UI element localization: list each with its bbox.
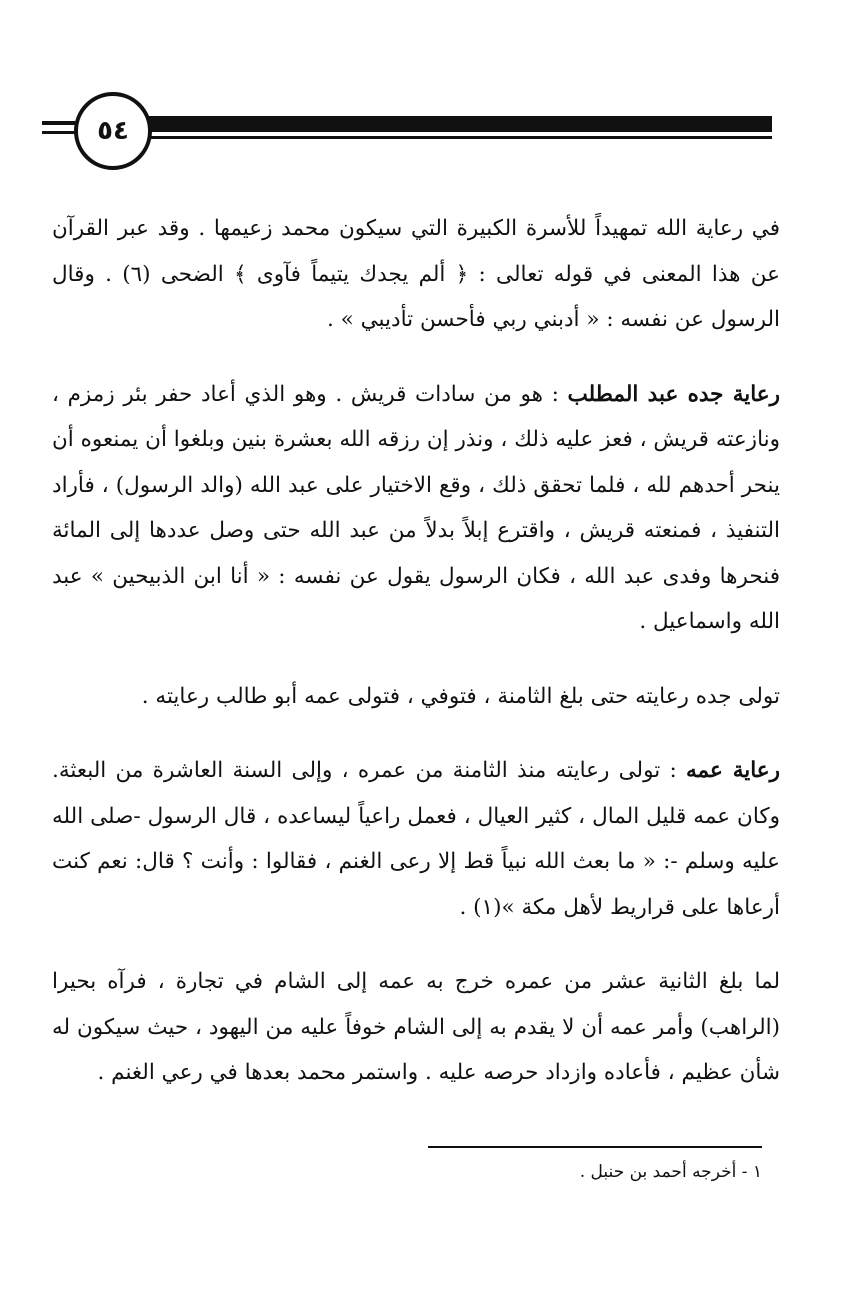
text-line: فنحرها وفدى عبد الله ، فكان الرسول يقول عن نفسه : « أنا ابن الذبيحين » عبد الله xyxy=(52,563,780,634)
paragraph xyxy=(52,959,780,1096)
text-line: قال: نعم كنت أرعاها على قراريط لأهل مكة »(١) . xyxy=(52,849,780,920)
text-line: -صلى الله عليه وسلم -: « ما بعث الله نبياً قط إلا رعى الغنم ، فقالوا : وأنت ؟ xyxy=(52,803,780,874)
page-number: ٥٤ xyxy=(97,116,129,146)
section-heading: رعاية جده عبد المطلب xyxy=(567,381,780,407)
header-rule-thick xyxy=(140,116,772,132)
text-line: البعثة. وكان عمه قليل المال ، كثير العيال ، فعمل راعياً ليساعده ، قال الرسول xyxy=(52,758,781,829)
text-line: (الراهب) وأمر عمه أن لا يقدم به إلى الشام خوفاً عليه من اليهود ، حيث سيكون له xyxy=(52,1014,780,1040)
text-line: : تولى رعايته منذ الثامنة من عمره ، وإلى السنة العاشرة من xyxy=(115,758,677,783)
text-line: في رعاية الله تمهيداً للأسرة الكبيرة التي سيكون محمد زعيمها . وقد عبر القرآن عن xyxy=(52,216,780,287)
page-number-circle xyxy=(74,92,152,170)
paragraph xyxy=(52,206,780,343)
text-line: ونازعته قريش ، فعز عليه ذلك ، ونذر إن رزقه الله بعشرة بنين وبلغوا أن يمنعوه أن xyxy=(52,427,780,452)
section-heading: رعاية عمه xyxy=(686,758,780,783)
text-line: ينحر أحدهم لله ، فلما تحقق ذلك ، وقع الاختيار على عبد الله (والد الرسول) ، فأراد xyxy=(52,472,780,498)
paragraph xyxy=(52,748,780,930)
header-rule-thin xyxy=(140,136,772,139)
paragraph xyxy=(52,674,780,720)
text-line: لما بلغ الثانية عشر من عمره خرج به عمه إلى الشام في تجارة ، فرآه بحيرا xyxy=(52,969,780,994)
paragraph xyxy=(52,372,780,645)
text-line: تولى جده رعايته حتى بلغ الثامنة ، فتوفي ، فتولى عمه أبو طالب رعايته . xyxy=(141,683,780,709)
text-line: شأن عظيم ، فأعاده وازداد حرصه عليه . واستمر محمد بعدها في رعي الغنم . xyxy=(97,1060,780,1085)
text-line: التنفيذ ، فمنعته قريش ، واقترع إبلاً بدلاً من عبد الله حتى وصل عددها إلى المائة xyxy=(52,518,780,543)
text-line: : هو من سادات قريش . وهو الذي أعاد حفر بئر زمزم ، xyxy=(52,381,559,407)
page-header xyxy=(0,0,850,180)
body-text xyxy=(52,206,780,1096)
text-line: واسماعيل . xyxy=(639,609,742,634)
footnote: ١ - أخرجه أحمد بن حنبل . xyxy=(579,1162,762,1182)
footnote-divider xyxy=(428,1146,762,1148)
text-line: هذا المعنى في قوله تعالى : ﴿ ألم يجدك يتيماً فآوى ﴾ الضحى (٦) . وقال الرسول xyxy=(52,261,780,332)
text-line: عن نفسه : « أدبني ربي فأحسن تأديبي » . xyxy=(326,307,705,332)
